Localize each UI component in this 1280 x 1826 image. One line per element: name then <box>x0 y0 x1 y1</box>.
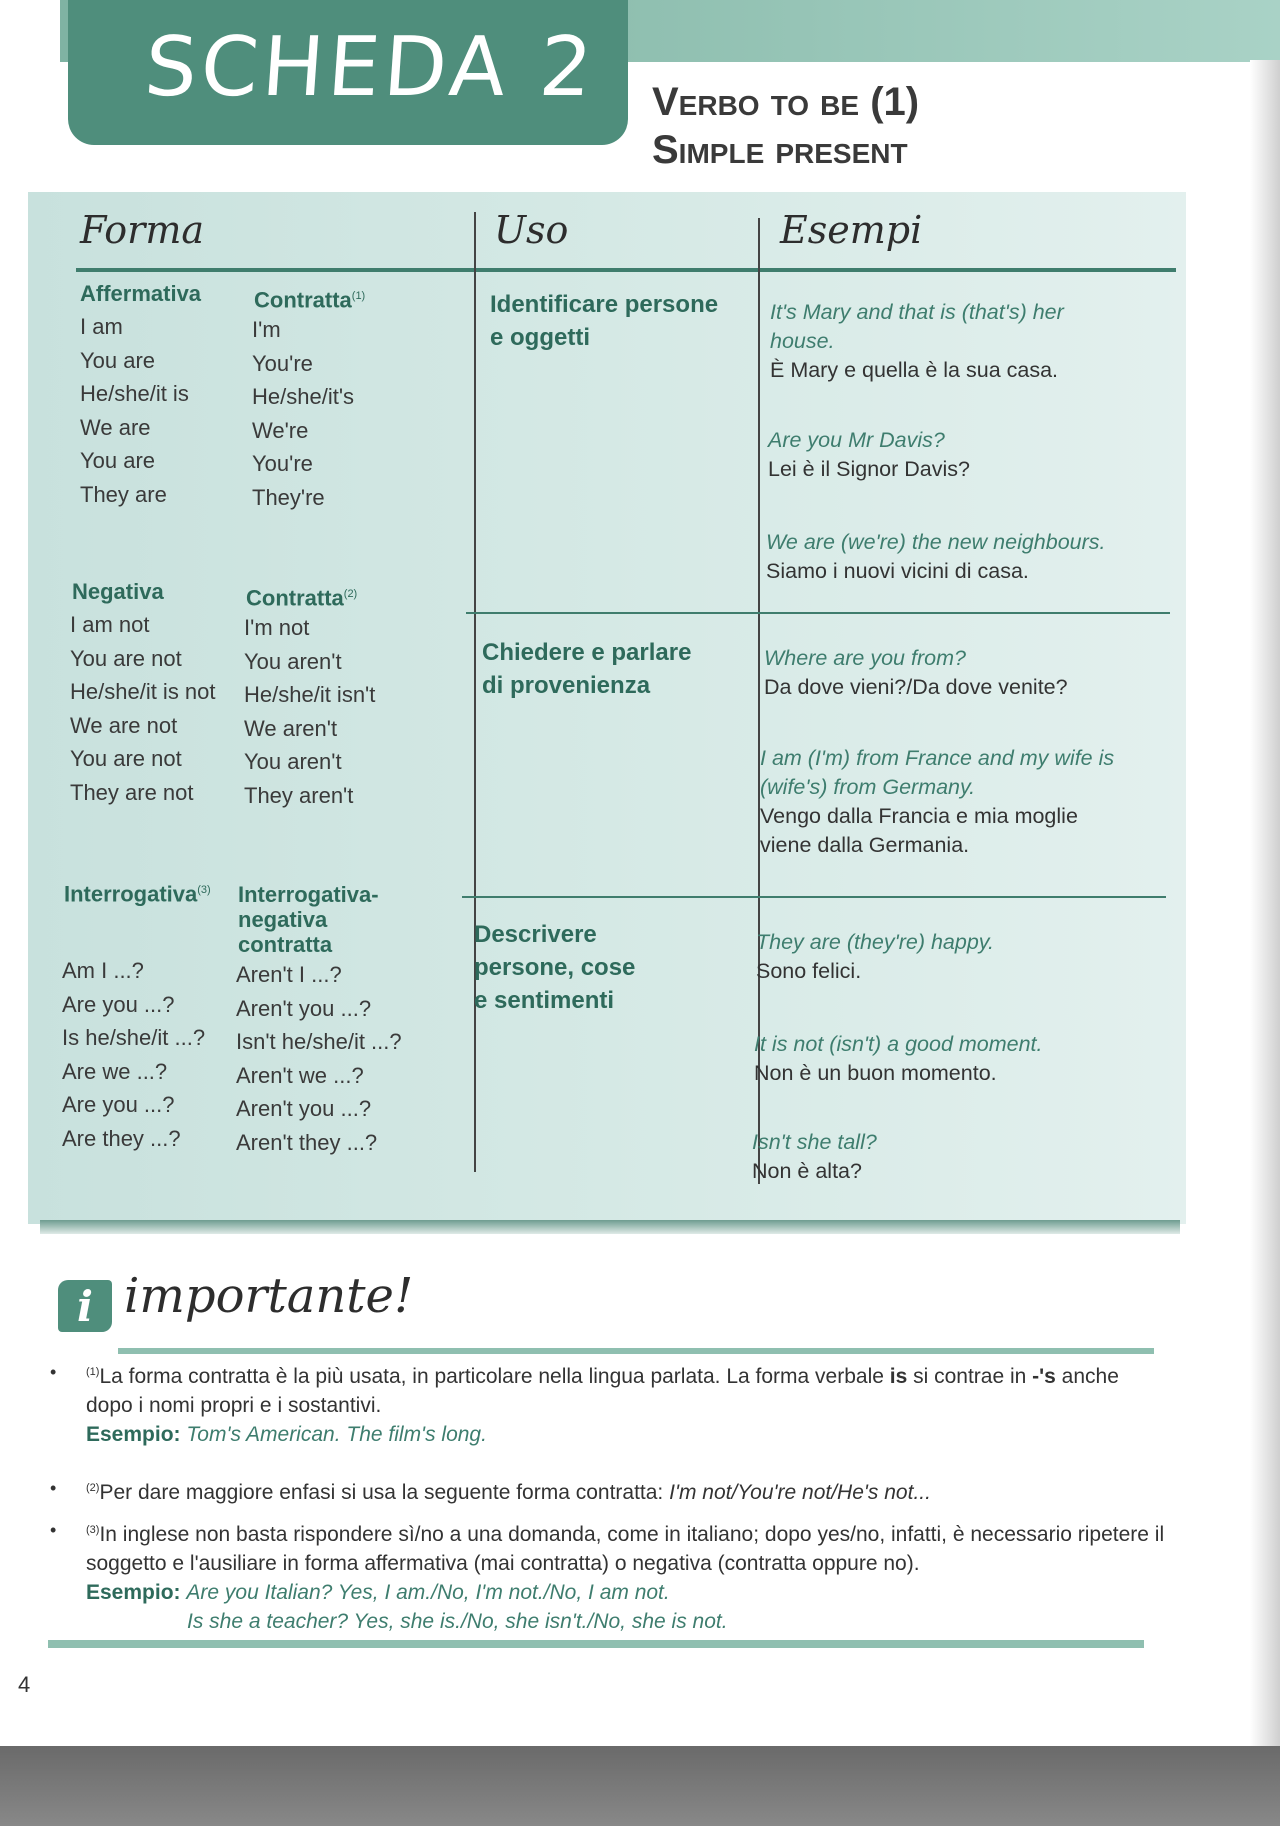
list-item: Is he/she/it ...? <box>62 1025 206 1050</box>
list-item: Are you ...? <box>62 991 175 1017</box>
bullet-icon: • <box>50 1362 57 1382</box>
row-divider-2 <box>462 896 1166 898</box>
footnote-mark: (3) <box>86 1524 100 1536</box>
affermativa-heading: Affermativa <box>80 281 202 306</box>
example-text: Tom's American. The film's long. <box>186 1423 487 1446</box>
note-2 <box>50 1474 1168 1507</box>
note-text: Per dare maggiore enfasi si usa la seguente forma contratta: <box>99 1481 670 1504</box>
uso-line: persone, cose <box>474 954 636 981</box>
list-item: He/she/it's <box>252 384 355 409</box>
example-italian: Sono felici. <box>756 959 862 983</box>
uso-line: e sentimenti <box>474 987 615 1014</box>
list-item: Are you ...? <box>62 1092 175 1117</box>
interrogativa-label: Interrogativa <box>64 881 198 907</box>
note-example: I'm not/You're not/He's not... <box>669 1481 931 1504</box>
list-item: They aren't <box>244 782 354 808</box>
uso-line: Identificare persone <box>490 291 719 318</box>
list-item: Isn't he/she/it ...? <box>236 1029 402 1054</box>
example-2 <box>768 426 1138 484</box>
panel-shadow <box>40 1220 1180 1234</box>
list-item: I'm <box>252 317 281 342</box>
column-divider-1 <box>474 212 476 1172</box>
note-is: is <box>889 1365 908 1388</box>
list-item: Are they ...? <box>62 1125 181 1151</box>
example-italian: Da dove vieni?/Da dove venite? <box>764 675 1068 699</box>
list-item: They're <box>252 484 325 510</box>
scheda-title: SCHEDA 2 <box>141 20 600 115</box>
row-divider-1 <box>466 612 1170 614</box>
header-rule <box>76 268 1176 272</box>
example-english: Where are you from? <box>764 646 966 670</box>
example-italian: Vengo dalla Francia e mia moglie viene dalla Germania. <box>760 804 1078 857</box>
example-4 <box>764 644 1134 702</box>
footnote-mark-3: (3) <box>197 884 211 896</box>
list-item: We're <box>252 417 309 443</box>
list-item: Aren't we ...? <box>236 1062 364 1088</box>
note-text: In inglese non basta rispondere sì/no a una domanda, come in italiano; dopo yes/no, infatti, è necessario ripetere il soggetto e l'ausiliare in forma affermativa (mai contratta) o negativa (contratta oppure no). <box>86 1523 1165 1575</box>
list-item: Are we ...? <box>62 1058 168 1084</box>
list-item: We aren't <box>244 715 338 741</box>
example-italian: Siamo i nuovi vicini di casa. <box>766 559 1029 583</box>
interrogativa-heading <box>64 878 211 906</box>
uso-descrivere <box>474 918 635 1017</box>
example-label: Esempio: <box>86 1581 181 1604</box>
example-italian: Lei è il Signor Davis? <box>768 457 970 481</box>
list-item: Aren't I ...? <box>236 962 342 987</box>
page-title <box>652 78 919 174</box>
negativa-heading: Negativa <box>72 579 164 604</box>
example-italian: È Mary e quella è la sua casa. <box>770 358 1059 382</box>
list-item: They are <box>80 481 167 507</box>
note-text: si contrae in <box>907 1365 1033 1388</box>
top-banner-fade <box>620 0 1280 62</box>
list-item: Aren't you ...? <box>236 1096 372 1121</box>
list-item: You are <box>80 347 156 373</box>
negativa-contracted-list <box>244 611 375 812</box>
title-line-2: Simple present <box>652 128 908 172</box>
note-1 <box>50 1358 1168 1449</box>
example-text: Is she a teacher? Yes, she is./No, she isn't./No, she is not. <box>187 1610 728 1633</box>
note-text: La forma contratta è la più usata, in particolare nella lingua parlata. La forma verbale <box>99 1365 890 1388</box>
example-6 <box>756 928 1126 986</box>
affermativa-contracted-list <box>252 313 354 514</box>
affermativa-full-list <box>80 310 189 511</box>
list-item: You're <box>252 451 313 476</box>
scan-bottom-margin <box>0 1746 1280 1826</box>
list-item: You are not <box>70 746 182 771</box>
example-english: Isn't she tall? <box>752 1130 877 1154</box>
example-english: I am (I'm) from France and my wife is (wife's) from Germany. <box>760 746 1115 799</box>
heading-line: contratta <box>238 932 333 957</box>
example-italian: Non è un buon momento. <box>754 1061 997 1085</box>
column-header-forma: Forma <box>80 208 205 252</box>
page-number: 4 <box>18 1672 31 1697</box>
footnote-mark-1: (1) <box>351 290 366 302</box>
example-7 <box>754 1030 1124 1088</box>
example-english: We are (we're) the new neighbours. <box>766 530 1106 554</box>
importante-rule <box>118 1348 1154 1354</box>
list-item: You're <box>252 350 313 376</box>
note-3 <box>50 1516 1168 1636</box>
interrogativa-negativa-heading <box>238 882 379 957</box>
note-s: -'s <box>1032 1365 1056 1388</box>
affermativa-contratta-heading <box>254 284 365 312</box>
list-item: He/she/it is not <box>70 679 216 704</box>
uso-line: Descrivere <box>474 921 597 948</box>
footnote-mark-2: (2) <box>343 588 358 600</box>
negativa-contratta-heading <box>246 582 357 610</box>
list-item: We are not <box>70 712 178 738</box>
title-line-1: Verbo to be (1) <box>652 80 920 124</box>
column-header-esempi: Esempi <box>780 208 923 252</box>
list-item: You aren't <box>244 648 342 674</box>
list-item: We are <box>80 414 151 440</box>
list-item: He/she/it is <box>80 381 189 406</box>
bottom-rule <box>48 1640 1144 1648</box>
footnote-mark: (2) <box>86 1482 100 1494</box>
example-english: They are (they're) happy. <box>756 930 994 954</box>
list-item: I am not <box>70 612 150 637</box>
heading-line: Interrogativa- <box>238 882 379 907</box>
example-italian: Non è alta? <box>752 1159 862 1183</box>
footnote-mark: (1) <box>86 1366 100 1378</box>
example-english: Are you Mr Davis? <box>768 428 945 452</box>
example-label: Esempio: <box>86 1423 181 1446</box>
example-english: It is not (isn't) a good moment. <box>754 1032 1043 1056</box>
bullet-icon: • <box>50 1478 57 1498</box>
negativa-full-list <box>70 608 216 809</box>
interrogativa-contracted-list <box>236 958 402 1159</box>
contratta-label: Contratta <box>246 585 344 611</box>
info-icon: i <box>58 1280 112 1332</box>
list-item: You are <box>80 448 156 473</box>
list-item: He/she/it isn't <box>244 682 376 707</box>
contratta-label: Contratta <box>254 287 352 313</box>
uso-line: Chiedere e parlare <box>482 639 692 666</box>
uso-line: di provenienza <box>482 672 651 699</box>
example-8 <box>752 1128 1122 1186</box>
interrogativa-full-list <box>62 954 205 1155</box>
list-item: They are not <box>70 779 194 805</box>
note-text: anche dopo i nomi propri e i sostantivi. <box>86 1365 1119 1417</box>
uso-line: e oggetti <box>490 324 590 351</box>
uso-provenienza <box>482 636 691 702</box>
uso-identificare <box>490 288 718 354</box>
importante-title: importante! <box>124 1268 414 1324</box>
list-item: Aren't they ...? <box>236 1129 378 1155</box>
list-item: You aren't <box>244 749 342 774</box>
example-5 <box>760 744 1130 860</box>
list-item: Am I ...? <box>62 958 144 983</box>
example-1 <box>770 298 1110 385</box>
example-english: It's Mary and that is (that's) her house. <box>770 300 1064 353</box>
heading-line: negativa <box>238 907 328 932</box>
page-edge-shadow <box>1250 60 1280 1750</box>
example-3 <box>766 528 1136 586</box>
list-item: I am <box>80 314 123 339</box>
list-item: I'm not <box>244 615 310 640</box>
list-item: Aren't you ...? <box>236 995 372 1021</box>
bullet-icon: • <box>50 1520 57 1540</box>
example-text: Are you Italian? Yes, I am./No, I'm not./No, I am not. <box>186 1581 670 1604</box>
list-item: You are not <box>70 645 182 671</box>
column-header-uso: Uso <box>494 208 569 252</box>
